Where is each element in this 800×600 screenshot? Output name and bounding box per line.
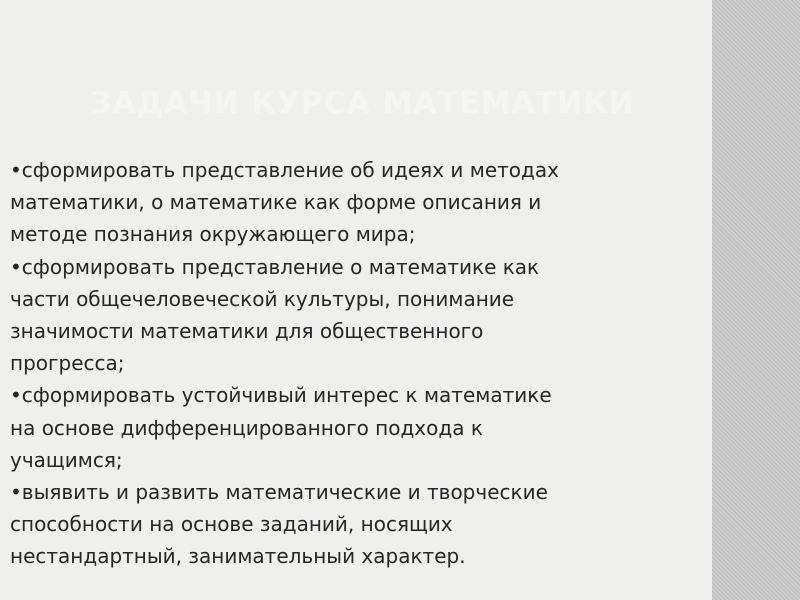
body-line: •сформировать представление об идеях и методах xyxy=(10,158,559,182)
body-line: нестандартный, занимательный характер. xyxy=(10,544,466,569)
body-line: методе познания окружающего мира; xyxy=(10,222,416,247)
body-line: значимости математики для общественного xyxy=(10,319,484,344)
body-line: прогресса; xyxy=(10,351,125,376)
body-line: на основе дифференцированного подхода к xyxy=(10,415,483,440)
slide-body xyxy=(10,154,700,573)
decorative-stripe-panel xyxy=(712,0,800,600)
body-line: •сформировать устойчивый интерес к математике xyxy=(10,383,552,408)
body-line: учащимся; xyxy=(10,447,123,472)
body-line: •выявить и развить математические и творческие xyxy=(10,480,548,505)
slide-title: ЗАДАЧИ КУРСА МАТЕМАТИКИ xyxy=(90,86,635,121)
body-line: части общечеловеческой культуры, понимание xyxy=(10,286,515,311)
body-line: •сформировать представление о математике как xyxy=(10,254,540,279)
body-line: математики, о математике как форме описания и xyxy=(10,190,542,215)
body-line: способности на основе заданий, носящих xyxy=(10,512,453,537)
